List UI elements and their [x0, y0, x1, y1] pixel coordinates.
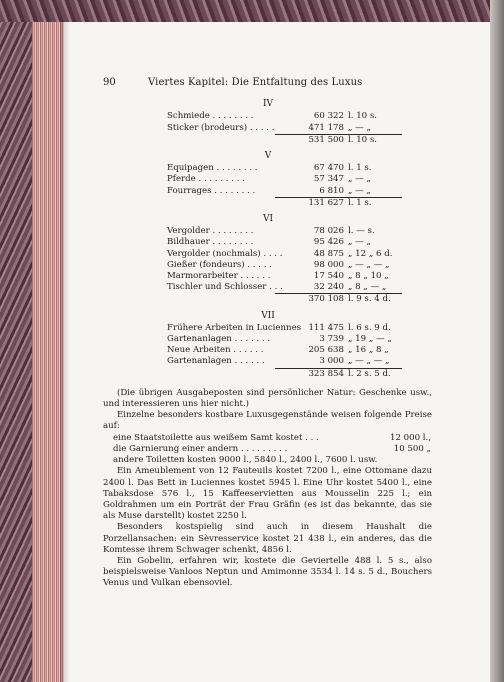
- table-row: [167, 260, 417, 271]
- row-label: Neue Arbeiten . . . . . .: [167, 345, 264, 356]
- total-unit: l. 1 s.: [348, 197, 372, 208]
- row-value: 57 347: [313, 174, 344, 185]
- row-value: 67 470: [313, 163, 344, 174]
- table-row: [167, 282, 417, 293]
- row-unit: „ — „: [348, 185, 371, 196]
- table-row: [167, 111, 417, 122]
- total-value: 131 627: [308, 197, 344, 208]
- row-unit: l. — s.: [348, 226, 375, 237]
- row-value: 17 540: [313, 271, 344, 282]
- intro-paragraph: Einzelne besonders kostbare Luxusgegenstände weisen folgende Preise auf:: [103, 410, 432, 432]
- expense-tables: [103, 99, 433, 380]
- row-label: Gießer (fondeurs) . . . . .: [167, 259, 272, 270]
- table-row: [167, 271, 417, 282]
- total-unit: l. 10 s.: [348, 134, 378, 145]
- row-value: 3 739: [319, 334, 344, 345]
- list-item-price: 10 500 „: [393, 443, 431, 454]
- total-row: [167, 294, 417, 305]
- row-label: Gartenanlagen . . . . . . .: [167, 334, 271, 345]
- row-label: Vergolder (nochmals) . . . .: [167, 248, 283, 259]
- row-unit: „ 16 „ 8 „: [348, 345, 389, 356]
- page-content: [103, 77, 433, 590]
- row-unit: „ 8 „ — „: [348, 282, 387, 293]
- row-value: 3 000: [319, 356, 344, 367]
- row-label: Fourrages . . . . . . . .: [167, 185, 256, 196]
- row-unit: „ — „: [348, 122, 371, 133]
- row-value: 78 026: [313, 226, 344, 237]
- row-unit: „ — „: [348, 174, 371, 185]
- section-numeral: V: [264, 151, 272, 162]
- list-item-text: eine Staatstoilette aus weißem Samt kostet . . .: [113, 432, 319, 443]
- total-row: [167, 135, 417, 146]
- row-label: Pferde . . . . . . . . .: [167, 174, 245, 185]
- marbled-cover-top: [0, 0, 504, 22]
- row-label: Bildhauer . . . . . . . .: [167, 237, 254, 248]
- row-unit: „ 8 „ 10 „: [348, 271, 389, 282]
- price-list: [113, 433, 431, 467]
- page-number: 90: [103, 77, 116, 88]
- table-row: [167, 237, 417, 248]
- row-label: Marmorarbeiter . . . . . .: [167, 271, 271, 282]
- list-item-price: 12 000 l.,: [389, 432, 431, 443]
- marbled-cover-left: [0, 0, 32, 682]
- row-value: 32 240: [313, 282, 344, 293]
- section-numeral: VI: [262, 214, 274, 225]
- row-value: 471 178: [308, 122, 344, 133]
- total-row: [167, 198, 417, 209]
- table-row: [167, 174, 417, 185]
- table-row: [167, 356, 417, 367]
- row-value: 98 000: [313, 259, 344, 270]
- row-label: Tischler und Schlosser . . .: [167, 282, 283, 293]
- list-item-text: die Garnierung einer andern . . . . . . . . .: [113, 443, 288, 454]
- list-item-text: andere Toiletten kosten 9000 l., 5840 l., 2400 l., 7600 l. usw.: [113, 455, 378, 466]
- table-row: [167, 249, 417, 260]
- row-unit: „ — „: [348, 237, 371, 248]
- row-unit: l. 6 s. 9 d.: [348, 322, 391, 333]
- row-label: Vergolder . . . . . . . .: [167, 226, 254, 237]
- table-row: [167, 186, 417, 197]
- running-header: [103, 77, 433, 88]
- row-unit: „ — „ — „: [348, 259, 390, 270]
- row-unit: „ — „ — „: [348, 356, 390, 367]
- row-unit: l. 1 s.: [348, 163, 372, 174]
- paragraph-gobelin: Ein Gobelin, erfahren wir, kostete die Geviertelle 488 l. 5 s., also beispielsweise Vanloos Neptun und Amimonne 3534 l. 14 s. 5 d., Bouchers Venus und Vulkan ebensoviel.: [103, 555, 432, 589]
- table-row: [167, 345, 417, 356]
- row-value: 205 638: [308, 345, 344, 356]
- row-label: Equipagen . . . . . . . .: [167, 163, 258, 174]
- total-row: [167, 369, 417, 380]
- row-value: 6 810: [319, 185, 344, 196]
- table-row: [167, 123, 417, 134]
- table-row: [167, 334, 417, 345]
- row-label: Sticker (brodeurs) . . . . .: [167, 122, 275, 133]
- row-unit: l. 10 s.: [348, 111, 378, 122]
- row-value: 48 875: [313, 248, 344, 259]
- table-row: [167, 163, 417, 174]
- chapter-title: Viertes Kapitel: Die Entfaltung des Luxus: [148, 77, 363, 88]
- paragraph-ameublement: Ein Ameublement von 12 Fauteuils kostet 7200 l., eine Ottomane dazu 2400 l. Das Bett in Luciennes kostet 5945 l. Eine Uhr kostet 5400 l., eine Tabaksdose 576 l., 15 Kaffeeservietten aus Mousselin 225 l.; ein Goldrahmen um ein Porträt der Frau Gräfin (es ist das bekannte, das sie als Muse darstellt) kostet 2250 l.: [103, 466, 432, 522]
- table-row: [167, 323, 417, 334]
- section-numeral: VII: [261, 310, 275, 321]
- row-value: 111 475: [308, 322, 344, 333]
- list-item: [113, 444, 431, 455]
- table-row: [167, 226, 417, 237]
- right-page-edge: [490, 0, 504, 682]
- spine-shadow: [60, 22, 70, 682]
- row-unit: „ 12 „ 6 d.: [348, 248, 393, 259]
- total-unit: l. 2 s. 5 d.: [348, 368, 391, 379]
- total-value: 531 500: [308, 134, 344, 145]
- list-item: [113, 433, 431, 444]
- total-value: 323 854: [308, 368, 344, 379]
- row-label: Frühere Arbeiten in Luciennes: [167, 322, 302, 333]
- note-paragraph: (Die übrigen Ausgabeposten sind persönlicher Natur: Geschenke usw., und interessieren uns hier nicht.): [103, 387, 432, 410]
- row-label: Gartenanlagen . . . . . .: [167, 356, 265, 367]
- paragraph-porzellan: Besonders kostspielig sind auch in diesem Haushalt die Porzellansachen: ein Sèvresservice kostet 21 438 l., ein anderes, das die Komtesse ihrem Schwager schenkt, 4856 l.: [103, 522, 432, 555]
- row-value: 60 322: [313, 111, 344, 122]
- total-value: 370 108: [308, 294, 344, 305]
- total-unit: l. 9 s. 4 d.: [348, 294, 391, 305]
- section-numeral: IV: [262, 99, 274, 110]
- row-value: 95 426: [313, 237, 344, 248]
- list-item: [113, 455, 431, 466]
- row-unit: „ 19 „ — „: [348, 334, 392, 345]
- row-label: Schmiede . . . . . . . .: [167, 111, 254, 122]
